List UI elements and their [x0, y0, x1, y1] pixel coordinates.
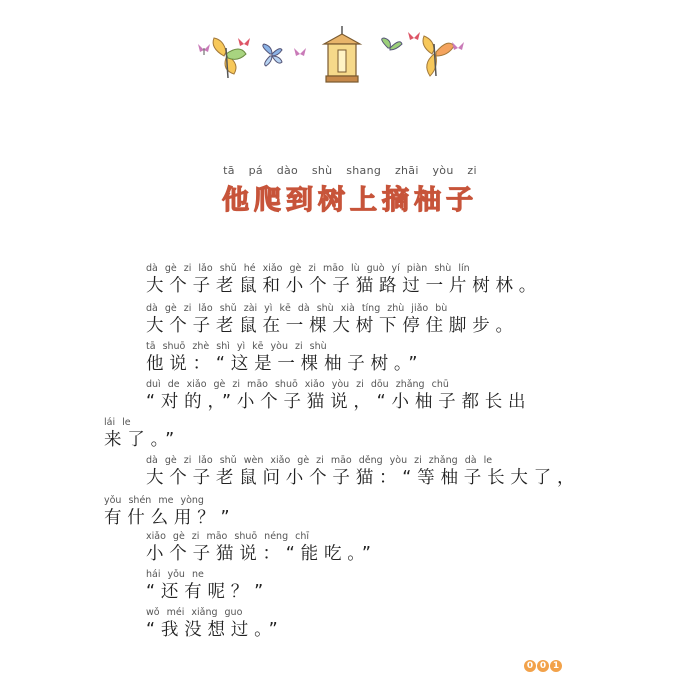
- line-pinyin: lái le: [104, 417, 131, 428]
- text-line: [146, 340, 423, 375]
- text-line: [146, 262, 542, 297]
- line-text: “我没想过。”: [146, 620, 284, 640]
- line-text: 大个子老鼠和小个子猫路过一片树林。: [146, 276, 543, 296]
- butterfly-icon: [452, 42, 464, 50]
- line-pinyin: wǒ méi xiǎng guo: [146, 607, 243, 618]
- line-pinyin: yǒu shén me yòng: [104, 495, 204, 506]
- page-number: [524, 660, 562, 672]
- butterfly-icon: [408, 32, 420, 40]
- text-line: [146, 378, 531, 413]
- text-line: [146, 568, 269, 603]
- line-text: 来了。”: [104, 430, 181, 450]
- line-text: 大个子老鼠问小个子猫：“等柚子长大了，: [146, 468, 581, 488]
- butterfly-icon: [382, 38, 402, 50]
- butterfly-icon: [238, 38, 250, 46]
- butterfly-icon: [198, 44, 210, 55]
- butterfly-icon: [423, 36, 454, 76]
- lantern-icon: [324, 26, 360, 82]
- line-pinyin: dà gè zi lǎo shǔ wèn xiǎo gè zi māo děng yòu zi zhǎng dà le: [146, 455, 493, 466]
- text-line: [104, 494, 235, 529]
- text-line: [146, 302, 519, 337]
- text-line: [146, 454, 580, 489]
- line-text: 他说：“这是一棵柚子树。”: [146, 354, 424, 374]
- line-pinyin: dà gè zi lǎo shǔ zài yì kē dà shù xià tíng zhù jiǎo bù: [146, 303, 448, 314]
- text-line: [146, 606, 283, 641]
- page-number-digit: 0: [537, 660, 549, 672]
- butterfly-icon: [263, 44, 282, 66]
- line-text: 小个子猫说：“能吃。”: [146, 544, 377, 564]
- header-decoration: [190, 26, 470, 88]
- page-number-digit: 0: [524, 660, 536, 672]
- page-title: 他爬到树上摘柚子: [222, 185, 478, 216]
- line-text: 有什么用？”: [104, 508, 236, 528]
- text-line: [146, 530, 377, 565]
- line-pinyin: xiǎo gè zi māo shuō néng chī: [146, 531, 310, 542]
- text-line: [104, 416, 180, 451]
- line-text: “对的，”小个子猫说，“小柚子都长出: [146, 392, 532, 412]
- line-pinyin: dà gè zi lǎo shǔ hé xiǎo gè zi māo lù guò yí piàn shù lín: [146, 263, 470, 274]
- line-text: “还有呢？”: [146, 582, 269, 602]
- line-pinyin: duì de xiǎo gè zi māo shuō xiǎo yòu zi dōu zhǎng chū: [146, 379, 449, 390]
- butterfly-icon: [294, 48, 306, 56]
- page-number-digit: 1: [550, 660, 562, 672]
- line-text: 大个子老鼠在一棵大树下停住脚步。: [146, 316, 519, 336]
- title-pinyin: tā pá dào shù shang zhāi yòu zi: [223, 164, 477, 177]
- line-pinyin: tā shuō zhè shì yì kē yòu zi shù: [146, 341, 327, 352]
- line-pinyin: hái yǒu ne: [146, 569, 204, 580]
